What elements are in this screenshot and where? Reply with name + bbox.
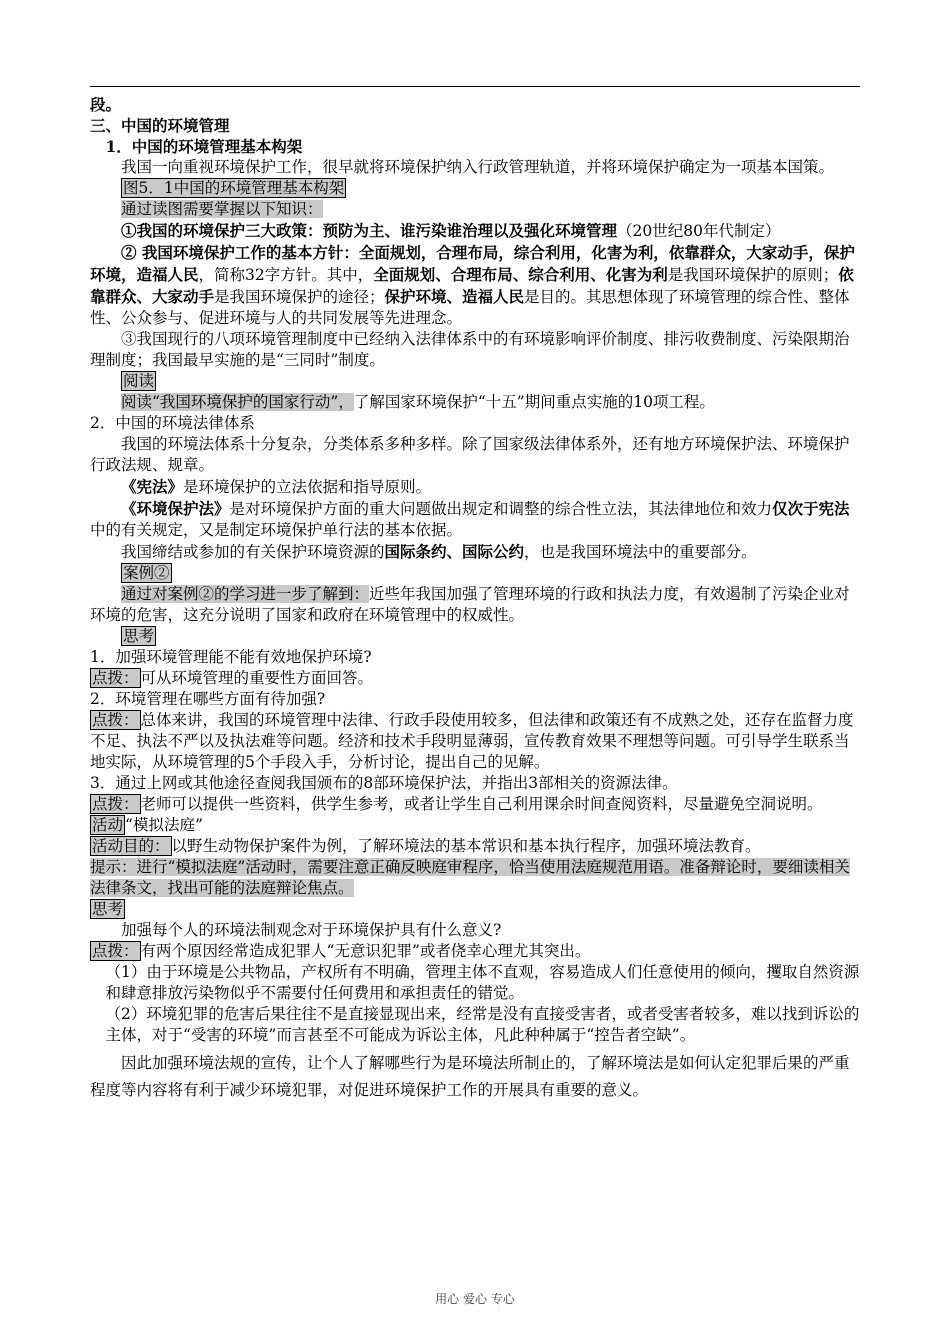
paragraph: [90, 392, 860, 413]
text: 是我国环境保护的原则；: [667, 266, 839, 284]
answer: [90, 710, 860, 773]
hint-text: 提示：进行“模拟法庭”活动时，需要注意正确反映庭审程序，恰当使用法庭规范用语。准备辩论时，要细读相关法律条文，找出可能的法庭辩论焦点。: [90, 858, 850, 897]
document-body: [90, 94, 860, 1104]
text: 近些年我国加强了管理环境的行政和执法力度，有效遏制了污染企业对环境的危害，这充分说明了国家和政府在环境管理中的权威性。: [90, 585, 850, 624]
paragraph: ③我国现行的八项环境管理制度中已经纳入法律体系中的有环境影响评价制度、排污收费制度、污染限期治理制度；我国最早实施的是“三同时”制度。: [90, 330, 850, 369]
question: 加强每个人的环境法制观念对于环境保护具有什么意义?: [121, 921, 502, 939]
activity-goal: [90, 836, 860, 857]
text: 我国缔结或参加的有关保护环境资源的: [121, 543, 385, 561]
tip-label: 点拨：: [92, 795, 139, 813]
think-label: 思考: [123, 627, 155, 645]
subsection-heading: 1．中国的环境管理基本构架: [105, 137, 303, 156]
bold-text: 《环境保护法》: [121, 499, 230, 518]
question: 2．环境管理在哪些方面有待加强?: [90, 690, 326, 708]
text: 老师可以提供一些资料，供学生参考，或者让学生自己利用课余时间查阅资料，尽量避免空洞说明。: [140, 795, 823, 813]
activity-title: [90, 815, 860, 836]
goal-label: 活动目的：: [92, 837, 170, 855]
paragraph: [90, 476, 860, 498]
text: 是目的。其思想体现了环境管理的综合性、整体性、公众参与、促进环境与人的共同发展等先进理念。: [90, 288, 850, 327]
question: 3．通过上网或其他途径查阅我国颁布的8部环境保护法，并指出3部相关的资源法律。: [90, 774, 678, 792]
page-footer: 用心 爱心 专心: [435, 1292, 515, 1306]
tip-label: 点拨：: [92, 942, 139, 960]
case-label: 案例②: [123, 564, 170, 582]
text: 了解国家环境保护“十五”期间重点实施的10项工程。: [353, 393, 715, 411]
figure-reference: 图5．1中国的环境管理基本构架: [123, 179, 345, 197]
text: “模拟法庭”: [125, 816, 203, 834]
subsection-heading: 2．中国的环境法律体系: [90, 414, 255, 432]
case-intro: 通过对案例②的学习进一步了解到：: [121, 585, 370, 603]
principle-text: ② 我国环境保护工作的基本方针：全面规划，合理布局，综合利用，化害为利，依靠群众，大家动手，保护环境，造福人民: [90, 243, 855, 284]
knowledge-intro: 通过读图需要掌握以下知识：: [121, 200, 323, 218]
policy-note: （20世纪80年代制定）: [617, 222, 781, 240]
activity-label: 活动: [92, 816, 124, 834]
reason: （2）环境犯罪的危害后果往往不是直接显现出来，经常是没有直接受害者，或者受害者较多，难以找到诉讼的主体，对于“受害的环境”而言甚至不可能成为诉讼主体，凡此种种属于“控告者空缺”。: [105, 1005, 860, 1044]
reason: （1）由于环境是公共物品，产权所有不明确，管理主体不直观，容易造成人们任意使用的倾向，攫取自然资源和肆意排放污染物似乎不需要付任何费用和承担责任的错觉。: [105, 963, 860, 1002]
text: 是环境保护的立法依据和指导原则。: [183, 478, 432, 496]
text-line: 段。: [90, 95, 122, 114]
conclusion: 因此加强环境法规的宣传，让个人了解哪些行为是环境法所制止的，了解环境法是如何认定犯罪后果的严重程度等内容将有利于减少环境犯罪，对促进环境保护工作的开展具有重要的意义。: [90, 1054, 850, 1099]
paragraph: [90, 242, 860, 329]
text: ，简称32字方针。其中，: [198, 266, 374, 284]
bold-text: 依靠群众、大家动手: [90, 265, 854, 306]
tip-label: 点拨：: [92, 711, 139, 729]
think-label: 思考: [92, 900, 124, 918]
bold-text: 仅次于宪法: [772, 499, 850, 518]
text: ，也是我国环境法中的重要部分。: [524, 543, 757, 561]
text: 总体来讲，我国的环境管理中法律、行政手段使用较多，但法律和政策还有不成熟之处，还存在监督力度不足、执法不严以及执法难等问题。经济和技术手段明显薄弱，宣传教育效果不理想等问题。可引导学生联系当地实际，从环境管理的5个手段入手，分析讨论，提出自己的见解。: [90, 711, 854, 771]
text: 是我国环境保护的途径；: [214, 288, 385, 306]
header-rule: [90, 86, 860, 87]
bold-text: 全面规划、合理布局、综合利用、化害为利: [373, 265, 668, 284]
text: 中的有关规定，又是制定环境保护单行法的基本依据。: [90, 521, 463, 539]
policy-text: ①我国的环境保护三大政策：预防为主、谁污染谁治理以及强化环境管理: [121, 221, 618, 240]
question: 1．加强环境管理能不能有效地保护环境?: [90, 648, 372, 666]
answer: [90, 668, 860, 689]
text: 以野生动物保护案件为例，了解环境法的基本常识和基本执行程序，加强环境法教育。: [171, 837, 761, 855]
paragraph: [90, 498, 860, 541]
bold-text: 《宪法》: [121, 477, 184, 496]
paragraph: 我国一向重视环境保护工作，很早就将环境保护纳入行政管理轨道，并将环境保护确定为一项基本国策。: [121, 158, 835, 176]
answer: [90, 794, 860, 815]
reading-title: 阅读“我国环境保护的国家行动”，: [121, 393, 354, 411]
reading-label: 阅读: [123, 372, 155, 390]
paragraph: [90, 541, 860, 563]
text: 可从环境管理的重要性方面回答。: [140, 669, 374, 687]
bold-text: 保护环境、造福人民: [384, 287, 525, 306]
answer: [90, 941, 860, 962]
paragraph: [90, 584, 860, 626]
tip-label: 点拨：: [92, 669, 139, 687]
text: 是对环境保护方面的重大问题做出规定和调整的综合性立法，其法律地位和效力: [229, 500, 773, 518]
section-heading: 三、中国的环境管理: [90, 116, 230, 135]
text: 有两个原因经常造成犯罪人“无意识犯罪”或者侥幸心理尤其突出。: [140, 942, 591, 960]
bold-text: 国际条约、国际公约: [384, 542, 525, 561]
paragraph: 我国的环境法体系十分复杂，分类体系多种多样。除了国家级法律体系外，还有地方环境保护法、环境保护行政法规、规章。: [90, 435, 850, 474]
paragraph: [90, 220, 860, 242]
